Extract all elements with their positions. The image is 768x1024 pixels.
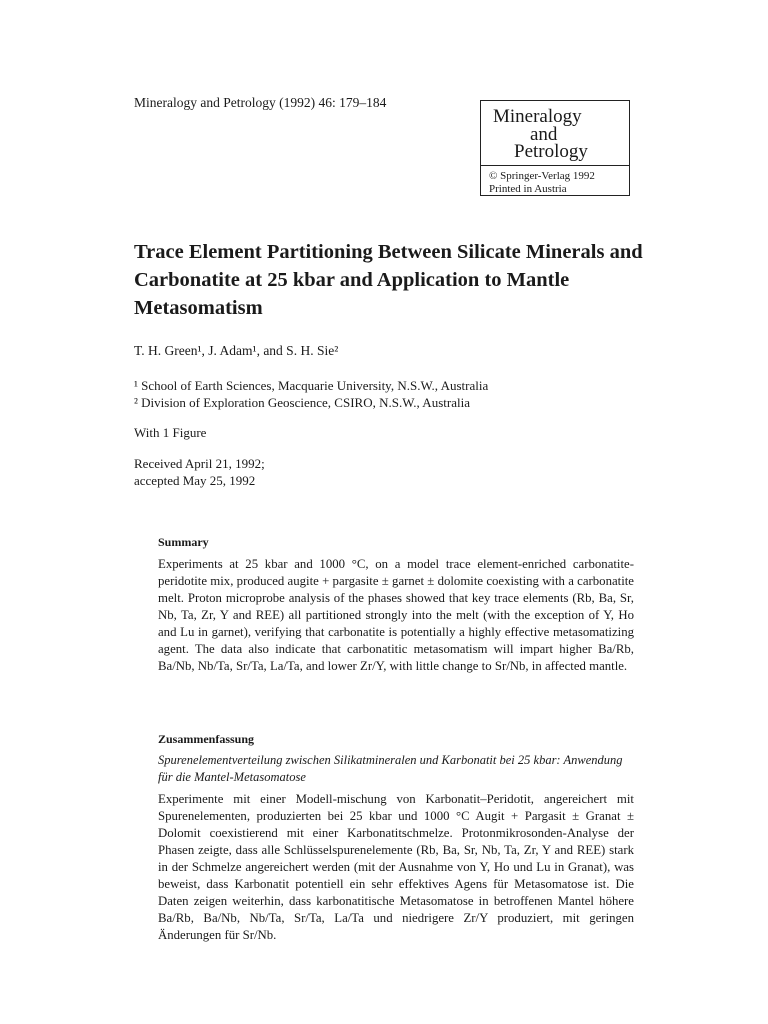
article-title: Trace Element Partitioning Between Silicate Minerals and Carbonatite at 25 kbar and Application to Mantle Metasomatism (134, 241, 643, 319)
summary-heading: Summary (158, 535, 209, 549)
accepted-date: accepted May 25, 1992 (134, 473, 256, 488)
journal-reference: Mineralogy and Petrology (1992) 46: 179–184 (134, 95, 387, 110)
affiliation-2: ² Division of Exploration Geoscience, CSIRO, N.S.W., Australia (134, 395, 470, 410)
figure-count: With 1 Figure (134, 425, 207, 440)
journal-logo-box (480, 100, 630, 196)
received-date: Received April 21, 1992; (134, 456, 265, 471)
journal-logo (481, 101, 629, 166)
affiliations (134, 377, 488, 411)
logo-line-mineralogy: Mineralogy (493, 106, 582, 127)
zusammenfassung-subtitle: Spurenelementverteilung zwischen Silikatmineralen und Karbonatit bei 25 kbar: Anwendung für die Mantel-Metasomatose (158, 753, 623, 784)
zusammenfassung-heading: Zusammenfassung (158, 732, 255, 746)
copyright-line: © Springer-Verlag 1992 (489, 170, 595, 182)
author-list: T. H. Green¹, J. Adam¹, and S. H. Sie² (134, 343, 339, 358)
dates-block (134, 455, 265, 489)
zusammenfassung-text: Experimente mit einer Modell-mischung von Karbonatit–Peridotit, angereichert mit Spurenelementen, produzierten bei 25 kbar und 1000 °C Augit + Pargasit ± Granat ± Dolomit coexistierend mit einer Karbonatitschmelze. Protonmikrosonden-Analyse der Phasen zeigte, dass alle Schlüsselspurenelemente (Rb, Ba, Sr, Nb, Ta, Zr, Y and REE) stark in der Schmelze angereichert werden (mit der Ausnahme von Y, Ho und Lu in Granat), was beweist, dass Karbonatit potentiell ein sehr effektives Agens für Metasomatose ist. Die Daten zeigen weiterhin, dass karbonatitische Metasomatose in betroffenen Mantel höhere Ba/Rb, Ba/Nb, Nb/Ta, Sr/Ta, La/Ta und niedrigere Zr/Y produziert, mit geringen Änderungen für Sr/Nb. (158, 792, 634, 942)
publisher-info (481, 166, 629, 196)
summary-text: Experiments at 25 kbar and 1000 °C, on a model trace element-enriched carbonatite-peridotite mix, produced augite + pargasite ± garnet ± dolomite coexisting with a carbonatite melt. Proton microprobe analysis of the phases showed that key trace elements (Rb, Ba, Sr, Nb, Ta, Zr, Y and REE) all partitioned strongly into the melt (with the exception of Y, Ho and Lu in garnet), verifying that carbonatite is potentially a highly effective metasomatizing agent. The data also indicate that carbonatitic metasomatism will impart higher Ba/Rb, Ba/Nb, Nb/Ta, Sr/Ta, La/Ta, and lower Zr/Y, with little change to Sr/Nb, in affected mantle. (158, 557, 634, 673)
printed-line: Printed in Austria (489, 183, 567, 195)
affiliation-1: ¹ School of Earth Sciences, Macquarie University, N.S.W., Australia (134, 378, 489, 393)
logo-line-petrology: Petrology (514, 141, 588, 162)
logo-line-and: and (530, 124, 558, 145)
